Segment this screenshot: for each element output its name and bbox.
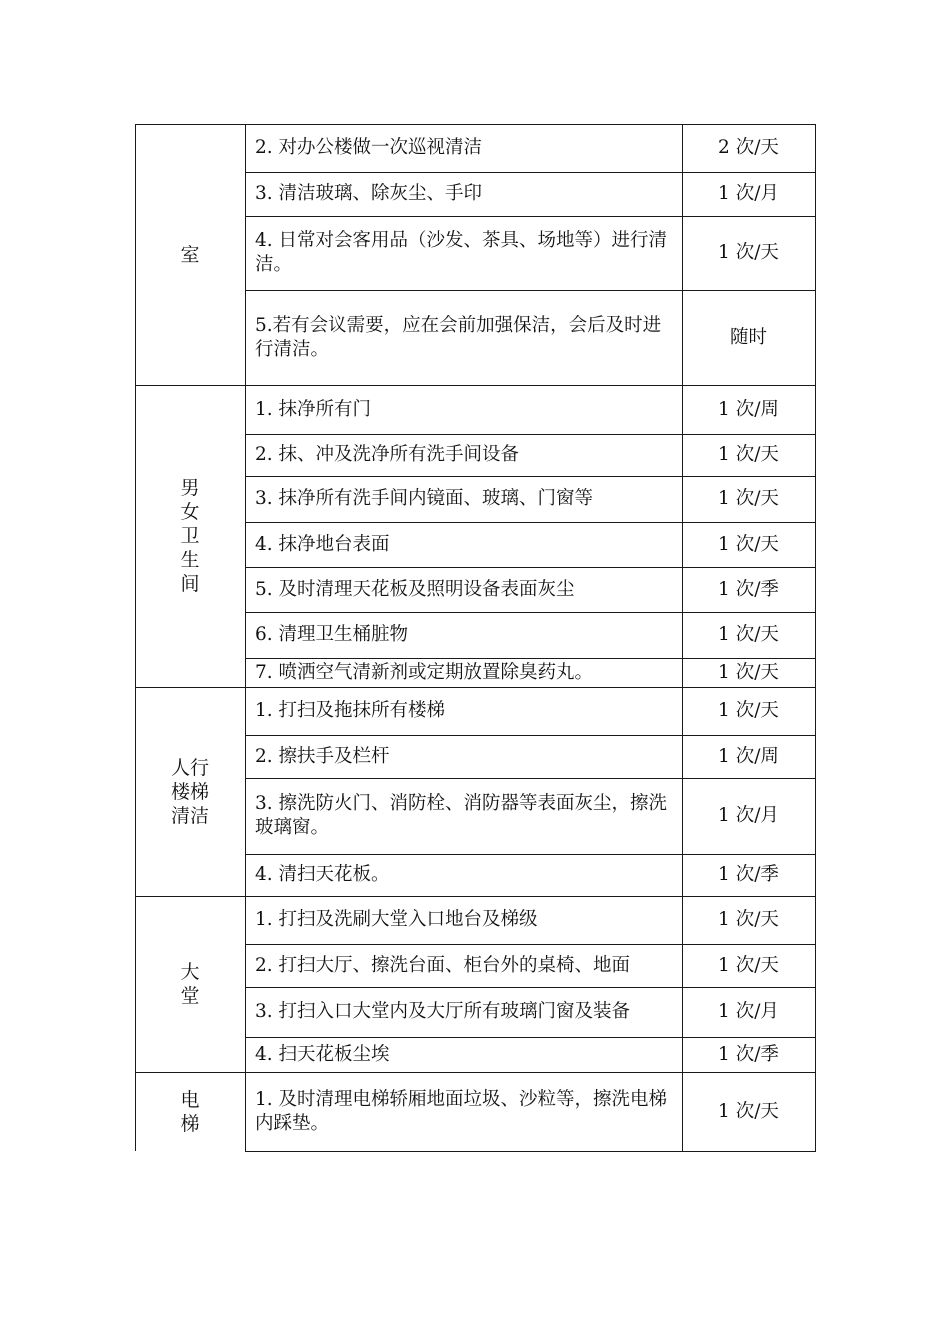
frequency-text: 随时 [729,326,767,348]
task-text: 2. 抹、冲及洗净所有洗手间设备 [255,444,520,465]
task-cell [245,658,682,687]
task-cell [245,434,682,476]
frequency-cell [682,216,815,290]
frequency-cell [682,735,815,778]
frequency-text: 1 次/月 [718,1001,779,1022]
frequency-cell [682,1072,815,1151]
task-text: 5. 及时清理天花板及照明设备表面灰尘 [255,578,575,600]
frequency-cell [682,1037,815,1072]
area-label: 男 女 卫 生 间 [180,477,200,595]
task-cell [245,896,682,944]
frequency-cell [682,434,815,476]
frequency-text: 1 次/周 [718,398,779,420]
frequency-text: 2 次/天 [718,137,779,158]
frequency-cell [682,944,815,987]
task-text: 1. 打扫及洗刷大堂入口地台及梯级 [255,909,538,930]
task-cell [245,735,682,778]
area-label: 大 堂 [180,961,200,1007]
area-cell [135,385,245,687]
frequency-text: 1 次/季 [718,864,779,885]
frequency-text: 1 次/天 [718,909,779,930]
task-text: 1. 抹净所有门 [255,398,372,420]
task-cell [245,778,682,854]
task-cell [245,944,682,987]
task-text: 4. 日常对会客用品（沙发、茶具、场地等）进行清洁。 [255,230,668,275]
frequency-text: 1 次/天 [718,1100,779,1122]
area-label: 人行 楼梯 清洁 [170,756,209,827]
frequency-cell [682,896,815,944]
area-label: 室 [180,243,200,266]
task-text: 4. 抹净地台表面 [255,533,390,555]
frequency-text: 1 次/天 [718,700,779,721]
frequency-cell [682,522,815,567]
task-text: 5.若有会议需要，应在会前加强保洁，会后及时进行清洁。 [255,314,662,360]
table-border-left [135,124,136,1151]
task-text: 3. 抹净所有洗手间内镜面、玻璃、门窗等 [255,488,594,509]
task-cell [245,290,682,385]
task-cell [245,124,682,172]
frequency-cell [682,290,815,385]
task-text: 3. 清洁玻璃、除灰尘、手印 [255,183,483,204]
task-cell [245,1037,682,1072]
frequency-cell [682,476,815,522]
frequency-text: 1 次/天 [718,954,779,976]
task-cell [245,385,682,434]
column-divider-frequency [682,124,683,1152]
frequency-cell [682,567,815,612]
frequency-text: 1 次/天 [718,533,779,555]
frequency-text: 1 次/周 [718,745,779,767]
task-text: 3. 擦洗防火门、消防栓、消防器等表面灰尘，擦洗玻璃窗。 [255,793,668,838]
area-cell [135,1072,245,1151]
task-text: 6. 清理卫生桶脏物 [255,624,409,645]
frequency-cell [682,778,815,854]
area-label: 电 梯 [180,1088,200,1135]
task-cell [245,476,682,522]
frequency-cell [682,385,815,434]
task-cell [245,216,682,290]
task-text: 4. 扫天花板尘埃 [255,1043,390,1065]
task-cell [245,172,682,216]
frequency-text: 1 次/天 [718,624,779,645]
frequency-text: 1 次/季 [718,578,779,600]
task-text: 3. 打扫入口大堂内及大厅所有玻璃门窗及装备 [255,1001,631,1022]
frequency-cell [682,687,815,735]
task-text: 2. 擦扶手及栏杆 [255,745,390,767]
frequency-cell [682,658,815,687]
task-cell [245,1072,682,1151]
task-cell [245,567,682,612]
task-text: 1. 打扫及拖抹所有楼梯 [255,700,446,721]
task-text: 2. 打扫大厅、擦洗台面、柜台外的桌椅、地面 [255,954,631,976]
frequency-cell [682,612,815,658]
frequency-text: 1 次/季 [718,1043,779,1065]
frequency-cell [682,854,815,896]
frequency-text: 1 次/天 [718,488,779,509]
column-divider-area [245,124,246,1152]
frequency-cell [682,124,815,172]
area-cell [135,687,245,896]
task-cell [245,987,682,1037]
task-text: 1. 及时清理电梯轿厢地面垃圾、沙粒等，擦洗电梯内踩垫。 [255,1088,668,1134]
task-text: 7. 喷洒空气清新剂或定期放置除臭药丸。 [255,661,594,683]
frequency-text: 1 次/天 [718,444,779,465]
table-border-right [815,124,816,1152]
task-cell [245,612,682,658]
area-cell [135,124,245,385]
frequency-cell [682,172,815,216]
table-border-bottom [245,1151,816,1152]
frequency-text: 1 次/月 [718,805,779,826]
task-text: 4. 清扫天花板。 [255,864,390,885]
frequency-text: 1 次/月 [718,183,779,204]
task-text: 2. 对办公楼做一次巡视清洁 [255,137,483,158]
task-cell [245,522,682,567]
task-cell [245,687,682,735]
frequency-text: 1 次/天 [718,661,779,683]
task-cell [245,854,682,896]
frequency-cell [682,987,815,1037]
area-cell [135,896,245,1072]
frequency-text: 1 次/天 [718,242,779,263]
